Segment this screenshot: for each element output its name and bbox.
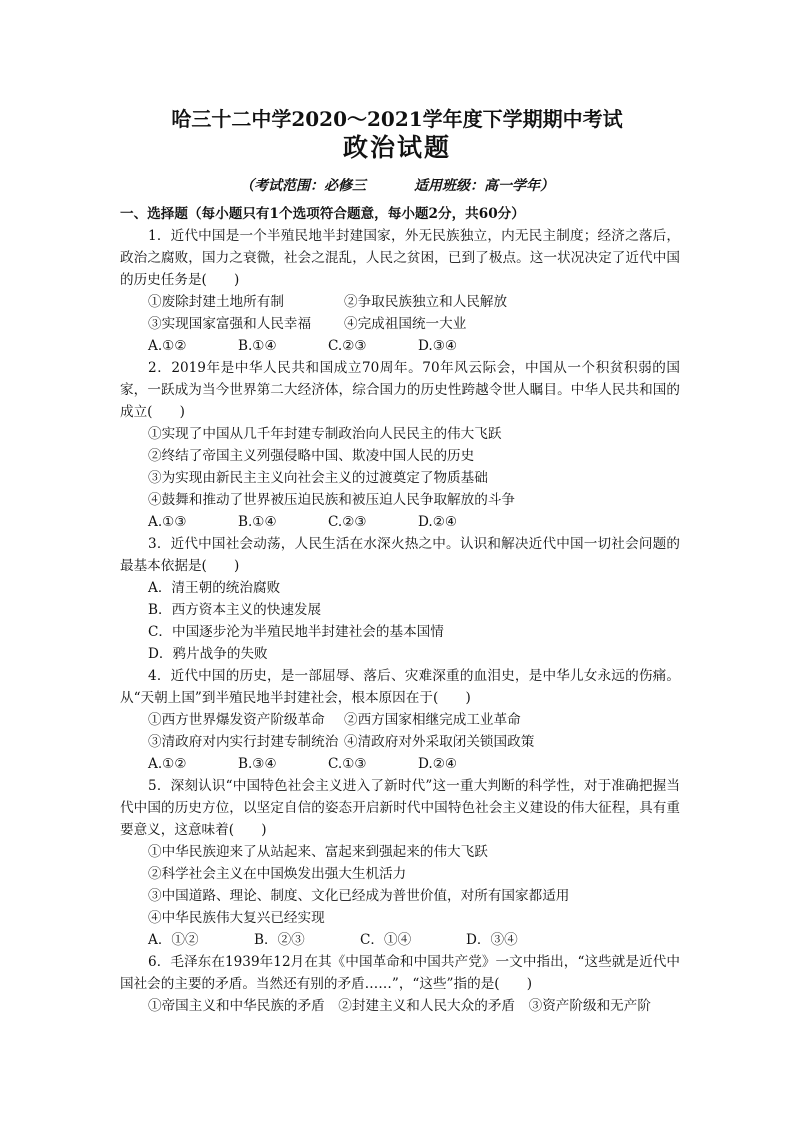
option-item: ④中华民族伟大复兴已经实现 [148,910,325,926]
question-stem: 3．近代中国社会动荡，人民生活在水深火热之中。认识和解决近代中国一切社会问题的最基本依据是( ) [120,536,680,574]
answer-choice: C.②③ [328,514,367,530]
answer-choice: B.①④ [238,338,277,354]
choice-row [120,753,680,775]
option-row [120,291,680,313]
exam-title: 哈三十二中学2020～2021学年度下学期期中考试 [171,107,623,131]
option-item: ③为实现由新民主主义向社会主义的过渡奠定了物质基础 [148,470,488,486]
answer-choice: A.①② [148,338,187,354]
choice-row [120,511,680,533]
exam-classes: 适用班级：高一学年） [414,178,554,194]
answer-choice: A.①② [148,756,187,772]
option-item: ④完成祖国统一大业 [344,316,467,332]
answer-choice: C.①③ [328,756,367,772]
question-stem: 4．近代中国的历史，是一部屈辱、落后、灾难深重的血泪史，是中华儿女永远的伤痛。从“天朝上国”到半殖民地半封建社会，根本原因在于( ) [120,668,680,706]
option-item: B．西方资本主义的快速发展 [148,602,322,618]
question-stem: 2．2019年是中华人民共和国成立70周年。70年风云际会，中国从一个积贫积弱的国家，一跃成为当今世界第二大经济体，综合国力的历史性跨越令世人瞩目。中华人民共和国的成立( ) [120,360,680,420]
option-item: ③实现国家富强和人民幸福 [148,316,312,332]
answer-choice: A.①③ [148,514,187,530]
answer-choice: D.③④ [418,338,458,354]
answer-choice: C.②③ [328,338,367,354]
option-item: ④清政府对外采取闭关锁国政策 [344,734,535,750]
subject-title: 政治试题 [342,133,451,162]
option-row [120,731,680,753]
answer-choice: B.③④ [238,756,277,772]
answer-choice: B．②③ [254,932,305,948]
answer-choice: D.②④ [418,756,458,772]
option-row [120,313,680,335]
option-item: ①废除封建土地所有制 [148,294,284,310]
question-stem: 5．深刻认识“中国特色社会主义进入了新时代”这一重大判断的科学性，对于准确把握当代中国的历史方位，以坚定自信的姿态开启新时代中国特色社会主义建设的伟大征程，具有重要意义，这意味着( ) [120,778,680,838]
question-stem: 6．毛泽东在1939年12月在其《中国革命和中国共产党》一文中指出，“这些就是近代中国社会的主要的矛盾。当然还有别的矛盾……”，“这些”指的是( ) [120,954,680,992]
answer-choice: C．①④ [360,932,412,948]
answer-choice: D.②④ [418,514,458,530]
answer-choice: B.①④ [238,514,277,530]
answer-choice: D．③④ [466,932,518,948]
option-item: ①西方世界爆发资产阶级革命 [148,712,325,728]
option-items-inline: ①帝国主义和中华民族的矛盾 ②封建主义和人民大众的矛盾 ③资产阶级和无产阶 [148,998,651,1014]
option-item: ①实现了中国从几千年封建专制政治向人民民主的伟大飞跃 [148,426,502,442]
option-item: ④鼓舞和推动了世界被压迫民族和被压迫人民争取解放的斗争 [148,492,516,508]
exam-scope: （考试范围：必修三 [240,178,366,194]
option-item: C．中国逐步沦为半殖民地半封建社会的基本国情 [148,624,444,640]
option-item: D．鸦片战争的失败 [148,646,268,662]
option-item: ③清政府对内实行封建专制统治 [148,734,339,750]
option-row [120,709,680,731]
option-item: ②西方国家相继完成工业革命 [344,712,521,728]
exam-info [0,175,794,195]
choice-row [120,929,680,951]
option-item: ③中国道路、理论、制度、文化已经成为普世价值，对所有国家都适用 [148,888,570,904]
option-item: ②争取民族独立和人民解放 [344,294,508,310]
question-stem: 1．近代中国是一个半殖民地半封建国家，外无民族独立，内无民主制度；经济之落后，政治之腐败，国力之衰微，社会之混乱，人民之贫困，已到了极点。这一状况决定了近代中国的历史任务是( ) [120,228,680,288]
option-item: ①中华民族迎来了从站起来、富起来到强起来的伟大飞跃 [148,844,488,860]
choice-row [120,335,680,357]
section-heading: 一、选择题（每小题只有1个选项符合题意，每小题2分，共60分） [120,206,525,222]
question-body [120,203,680,1017]
option-item: ②科学社会主义在中国焕发出强大生机活力 [148,866,407,882]
answer-choice: A．①② [148,932,199,948]
option-item: ②终结了帝国主义列强侵略中国、欺凌中国人民的历史 [148,448,475,464]
option-item: A．清王朝的统治腐败 [148,580,281,596]
